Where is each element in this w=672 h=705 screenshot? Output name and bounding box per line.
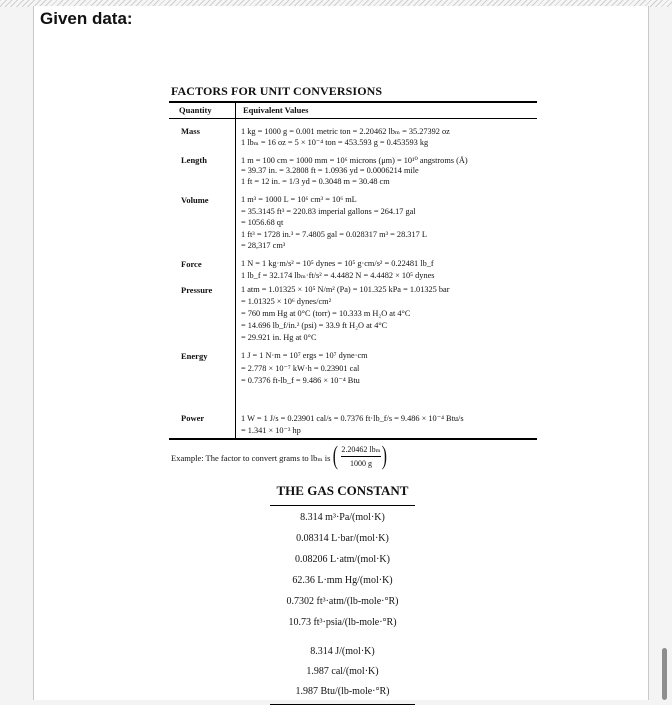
table-line: = 1.341 × 10⁻³ hp (241, 426, 301, 435)
table-line: = 2.778 × 10⁻⁷ kW·h = 0.23901 cal (241, 364, 360, 373)
fraction-numerator: 2.20462 lbₘ (341, 445, 381, 454)
gas-constant-value: 0.08206 L·atm/(mol·K) (295, 554, 390, 565)
quantity-mass: Mass (181, 126, 200, 136)
table-line: = 0.7376 ft-lb_f = 9.486 × 10⁻⁴ Btu (241, 376, 360, 385)
table-line: 1 lb_f = 32.174 lbₘ·ft/s² = 4.4482 N = 4.4482 × 10⁵ dynes (241, 271, 435, 280)
table-line: = 29.921 in. Hg at 0°C (241, 333, 317, 342)
table-line: 1 ft = 12 in. = 1/3 yd = 0.3048 m = 30.48 cm (241, 177, 390, 186)
scrollbar-thumb[interactable] (662, 648, 667, 700)
table-line: = 1.01325 × 10⁶ dynes/cm² (241, 297, 332, 306)
example-text: Example: The factor to convert grams to lbₘ is (171, 453, 331, 463)
table-header-rule (169, 118, 537, 119)
table-line: 1 m = 100 cm = 1000 mm = 10⁶ microns (μm) = 10¹⁰ angstroms (Å) (241, 156, 468, 165)
table-column-divider (235, 101, 236, 440)
gas-constant-value: 62.36 L·mm Hg/(mol·K) (292, 575, 393, 586)
gas-constant-value: 1.987 cal/(mol·K) (306, 666, 379, 677)
given-data-label: Given data: (40, 9, 133, 28)
left-paren: ( (332, 441, 338, 470)
table-line: 1 ft³ = 1728 in.³ = 7.4805 gal = 0.028317 m³ = 28.317 L (241, 230, 427, 239)
table-line: 1 atm = 1.01325 × 10⁵ N/m² (Pa) = 101.325 kPa = 1.01325 bar (241, 285, 450, 294)
column-header-quantity: Quantity (179, 105, 212, 115)
table-top-rule (169, 101, 537, 103)
table-line: 1 W = 1 J/s = 0.23901 cal/s = 0.7376 ft·lb_f/s = 9.486 × 10⁻⁴ Btu/s (241, 414, 464, 423)
table-line: = 14.696 lb_f/in.² (psi) = 33.9 ft H₂O at 4°C (241, 321, 388, 330)
quantity-force: Force (181, 259, 202, 269)
gas-constant-value: 0.08314 L·bar/(mol·K) (296, 533, 389, 544)
quantity-pressure: Pressure (181, 285, 213, 295)
table-line: = 35.3145 ft³ = 220.83 imperial gallons = 264.17 gal (241, 207, 416, 216)
table-line: 1 J = 1 N·m = 10⁷ ergs = 10⁷ dyne·cm (241, 351, 368, 360)
table-line: = 760 mm Hg at 0°C (torr) = 10.333 m H₂O at 4°C (241, 309, 411, 318)
conversion-table (169, 101, 537, 440)
column-header-equivalent: Equivalent Values (243, 105, 309, 115)
gas-title-rule (270, 505, 415, 506)
table-line: 1 m³ = 1000 L = 10⁶ cm³ = 10⁶ mL (241, 195, 357, 204)
table-line: 1 lbₘ = 16 oz = 5 × 10⁻⁴ ton = 453.593 g = 0.453593 kg (241, 138, 429, 147)
gas-constant-value: 8.314 m³·Pa/(mol·K) (300, 512, 385, 523)
example-fraction (333, 443, 385, 471)
table-line: = 1056.68 qt (241, 218, 284, 227)
gas-constant-title: THE GAS CONSTANT (276, 483, 409, 498)
quantity-power: Power (181, 413, 205, 423)
gas-constant-value: 1.987 Btu/(lb-mole·°R) (295, 686, 390, 697)
table-line: = 28,317 cm³ (241, 241, 286, 250)
conversion-table-title: FACTORS FOR UNIT CONVERSIONS (171, 84, 383, 98)
quantity-energy: Energy (181, 351, 208, 361)
table-line: 1 N = 1 kg·m/s² = 10⁵ dynes = 10⁵ g·cm/s² = 0.22481 lb_f (241, 259, 434, 268)
table-line: = 39.37 in. = 3.2808 ft = 1.0936 yd = 0.0006214 mile (241, 166, 419, 175)
gas-constant-value: 0.7302 ft³·atm/(lb-mole·°R) (286, 596, 399, 607)
table-line: 1 kg = 1000 g = 0.001 metric ton = 2.20462 lbₘ = 35.27392 oz (241, 127, 450, 136)
gas-constant-value: 8.314 J/(mol·K) (310, 646, 375, 657)
fraction-bar (341, 456, 381, 457)
fraction-denominator: 1000 g (350, 459, 372, 468)
right-paren: ) (381, 441, 387, 470)
table-bottom-rule (169, 438, 537, 440)
gas-constant-value: 10.73 ft³·psia/(lb-mole·°R) (288, 617, 397, 628)
quantity-volume: Volume (181, 195, 209, 205)
quantity-length: Length (181, 155, 207, 165)
